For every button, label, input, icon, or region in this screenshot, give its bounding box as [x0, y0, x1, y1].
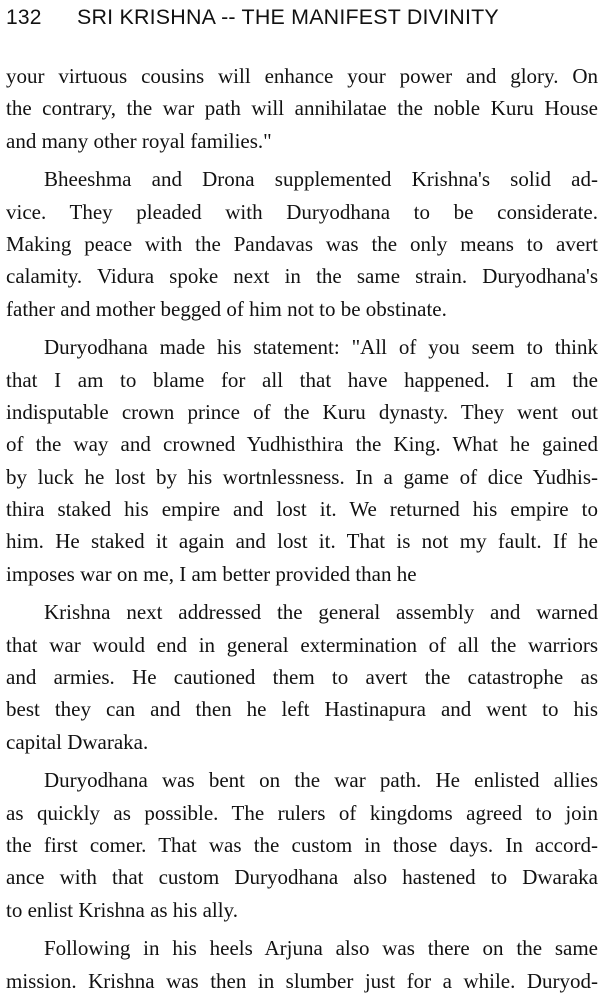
text-line: and many other royal families." — [6, 128, 272, 153]
paragraph — [6, 764, 598, 926]
text-line: calamity. Vidura spoke next in the same strain. Duryodhana's — [6, 264, 598, 289]
text-line: best they can and then he left Hastinapura and went to his — [6, 697, 598, 722]
text-line: Duryodhana was bent on the war path. He enlisted allies — [44, 768, 598, 793]
paragraph — [6, 932, 598, 997]
page-number: 132 — [6, 6, 42, 29]
text-line: him. He staked it again and lost it. That is not my fault. If he — [6, 529, 598, 554]
text-line: ance with that custom Duryodhana also hastened to Dwaraka — [6, 865, 598, 890]
text-line: indisputable crown prince of the Kuru dynasty. They went out — [6, 399, 598, 424]
paragraph — [6, 596, 598, 758]
paragraph — [6, 60, 598, 157]
text-line: father and mother begged of him not to be obstinate. — [6, 296, 447, 321]
text-line: Krishna next addressed the general assembly and warned — [44, 600, 598, 625]
running-head: SRI KRISHNA -- THE MANIFEST DIVINITY — [77, 6, 499, 29]
text-line: the first comer. That was the custom in those days. In accord- — [6, 832, 598, 857]
text-line: your virtuous cousins will enhance your power and glory. On — [6, 64, 598, 88]
text-line: by luck he lost by his wortnlessness. In a game of dice Yudhis- — [6, 464, 598, 489]
text-line: mission. Krishna was then in slumber just for a while. Duryod- — [6, 968, 598, 993]
text-line: the contrary, the war path will annihilatae the noble Kuru House — [6, 96, 598, 121]
text-line: that war would end in general extermination of all the warriors — [6, 632, 598, 657]
paragraph — [6, 331, 598, 590]
text-line: capital Dwaraka. — [6, 729, 149, 754]
text-line: that I am to blame for all that have happened. I am the — [6, 367, 598, 392]
paragraph — [6, 163, 598, 325]
text-line: vice. They pleaded with Duryodhana to be considerate. — [6, 199, 598, 224]
text-line: Duryodhana made his statement: "All of you seem to think — [44, 335, 598, 360]
text-line: and armies. He cautioned them to avert the catastrophe as — [6, 665, 598, 690]
page-header — [0, 6, 600, 36]
text-line: Following in his heels Arjuna also was there on the same — [44, 936, 598, 961]
text-line: of the way and crowned Yudhisthira the King. What he gained — [6, 432, 598, 457]
body-text — [6, 60, 598, 1003]
text-line: Bheeshma and Drona supplemented Krishna's solid ad- — [44, 167, 598, 192]
text-line: to enlist Krishna as his ally. — [6, 897, 238, 922]
text-line: Making peace with the Pandavas was the only means to avert — [6, 231, 598, 256]
text-line: as quickly as possible. The rulers of kingdoms agreed to join — [6, 800, 598, 825]
text-line: thira staked his empire and lost it. We returned his empire to — [6, 497, 598, 522]
text-line: imposes war on me, I am better provided than he — [6, 561, 417, 586]
